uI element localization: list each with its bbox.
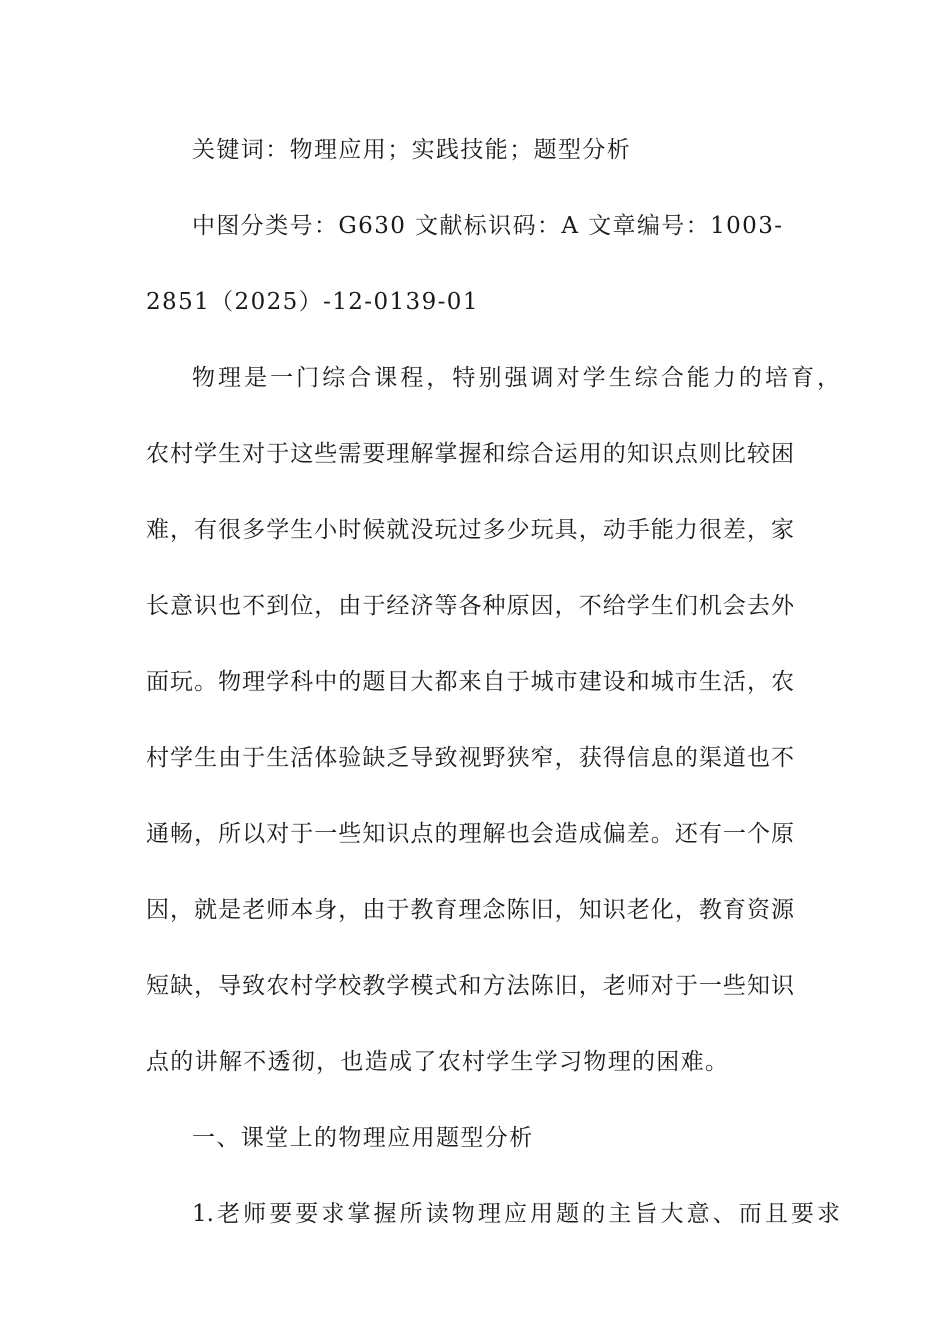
paragraph-1-line-9: 短缺，导致农村学校教学模式和方法陈旧，老师对于一些知识 — [146, 973, 794, 999]
paragraph-1-line-8: 因，就是老师本身，由于教育理念陈旧，知识老化，教育资源 — [146, 897, 794, 923]
classification-line-1: 中图分类号：G630 文献标识码：A 文章编号：1003- — [192, 213, 784, 239]
paragraph-1-line-1: 物理是一门综合课程，特别强调对学生综合能力的培育， — [192, 365, 840, 391]
classification-line-2: 2851（2025）-12-0139-01 — [146, 289, 479, 315]
paragraph-1-line-5: 面玩。物理学科中的题目大都来自于城市建设和城市生活，农 — [146, 669, 794, 695]
paragraph-1-line-3: 难，有很多学生小时候就没玩过多少玩具，动手能力很差，家 — [146, 517, 794, 543]
item-1-line-1: 1.老师要要求掌握所读物理应用题的主旨大意、而且要求 — [192, 1201, 840, 1227]
paragraph-1-line-10: 点的讲解不透彻，也造成了农村学生学习物理的困难。 — [146, 1049, 730, 1075]
paragraph-1-line-7: 通畅，所以对于一些知识点的理解也会造成偏差。还有一个原 — [146, 821, 794, 847]
paragraph-1-line-6: 村学生由于生活体验缺乏导致视野狭窄，获得信息的渠道也不 — [146, 745, 794, 771]
paragraph-1-line-4: 长意识也不到位，由于经济等各种原因，不给学生们机会去外 — [146, 593, 794, 619]
keywords-line: 关键词：物理应用；实践技能；题型分析 — [192, 137, 632, 163]
paragraph-1-line-2: 农村学生对于这些需要理解掌握和综合运用的知识点则比较困 — [146, 441, 794, 467]
section-heading: 一、课堂上的物理应用题型分析 — [192, 1125, 534, 1151]
